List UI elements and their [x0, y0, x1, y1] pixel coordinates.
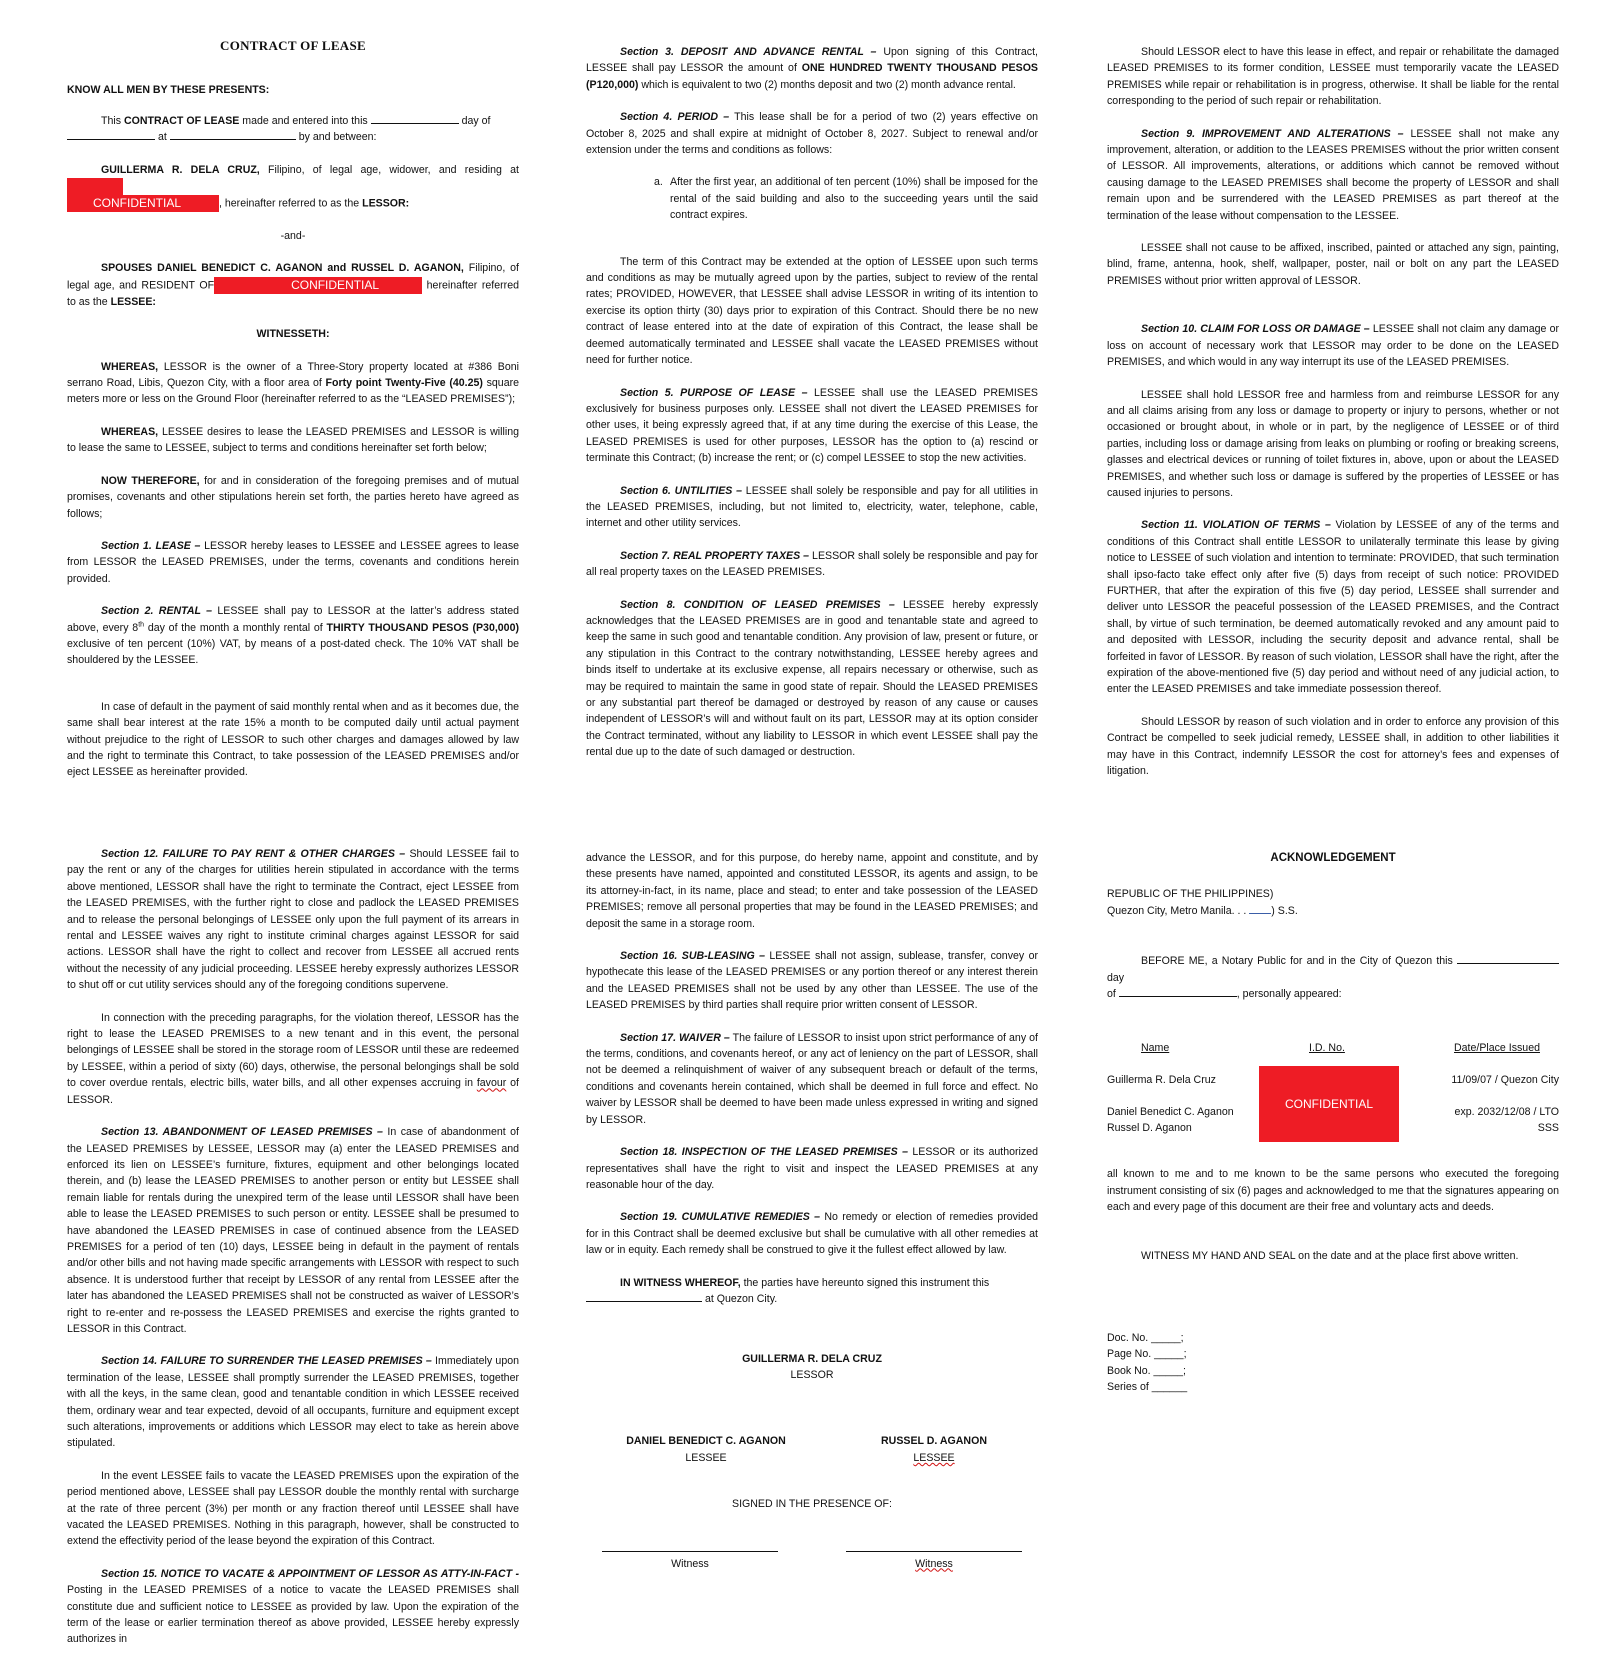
- witness-signature-row: [586, 1551, 1038, 1572]
- redaction-block: CONFIDENTIAL: [1259, 1066, 1399, 1142]
- lessee-1-signature-block: DANIEL BENEDICT C. AGANON LESSEE: [626, 1435, 786, 1464]
- person-2-date: exp. 2032/12/08 / LTO: [1454, 1106, 1559, 1119]
- section-15-notice: Section 15. NOTICE TO VACATE & APPOINTMENT OF LESSOR AS ATTY-IN-FACT - Posting in the LEASED PREMISES of a notice to vacate the LEASED PREMISES shall constitute due and sufficient notice to LESSEE as provided by law. Upon the expiration of the term of the lease or earlier termination thereof as above provided, LESSEE hereby expressly authorizes in: [67, 1567, 519, 1646]
- section-8-condition: Section 8. CONDITION OF LEASED PREMISES – LESSEE hereby expressly acknowledges that the LEASED PREMISES are in good and tenantable state and agreed to keep the same in such good and tenantable condition. Any provision of law, present or future, or any stipulation in this Contract to the contrary notwithstanding, LESSEE hereby agrees and binds itself to undertake at its exclusive expense, all repairs necessary or otherwise, such as may be required to maintain the same in good state of repair. Should the LEASED PREMISES or any substantial part thereof be damaged or destroyed by reason of any cause or causes independent of LESSOR’s will and without fault on its part, LESSOR may at its option consider the Contract terminated, without any liability to LESSOR in which event LESSEE shall pay the rental due up to the date of such damaged or destruction.: [586, 598, 1038, 759]
- section-4-period: Section 4. PERIOD – This lease shall be for a period of two (2) years effective on October 8, 2025 and shall expire at midnight of October 8, 2027. Subject to renewal and/or extension under the terms and conditions as follows:: [586, 111, 1038, 157]
- whereas-paragraph-1: WHEREAS, LESSOR is the owner of a Three-Story property located at #386 Boni serrano Road, Libis, Quezon City, with a floor area of Forty point Twenty-Five (40.25) square meters more or less on the Ground Floor (hereinafter referred to as the “LEASED PREMISES”);: [67, 360, 519, 406]
- section-6-utilities: Section 6. UNTILITIES – LESSEE shall solely be responsible and pay for all utilities in the LEASED PREMISES, including, but not limited to, electricity, water, telephone, cable, internet and other utility services.: [586, 484, 1038, 530]
- page-number: Page No. _____;: [1107, 1348, 1187, 1361]
- whereas-paragraph-2: WHEREAS, LESSEE desires to lease the LEASED PREMISES and LESSOR is willing to lease the same to LESSEE, subject to terms and conditions hereinafter set forth below;: [67, 425, 519, 455]
- venue-city: Quezon City, Metro Manila. . . ) S.S.: [1107, 904, 1298, 917]
- witness-1-line: Witness: [602, 1551, 778, 1572]
- known-persons-paragraph: all known to me and to me known to be the same persons who executed the foregoing instrument consisting of six (6) pages and acknowledged to me that the signatures appearing on each and every page of this document are their free and voluntary acts and deeds.: [1107, 1168, 1559, 1214]
- page-6: [1107, 850, 1559, 1396]
- section-1-lease: Section 1. LEASE – LESSOR hereby leases to LESSEE and LESSEE agrees to lease from LESSOR the LEASED PREMISES, under the terms, covenants and conditions herein provided.: [67, 539, 519, 585]
- section-14-double-rental: In the event LESSEE fails to vacate the LEASED PREMISES upon the expiration of the period mentioned above, LESSEE shall pay LESSOR double the monthly rental with surcharge at the rate of three percent (3%) per month or any fraction thereof until LESSEE shall have vacated the LEASED PREMISES. Nothing in this paragraph, however, shall be constructed to extend the effectivity period of the lease beyond the expiration of this Contract.: [67, 1469, 519, 1548]
- lessee-2-signature-block: RUSSEL D. AGANON LESSEE: [881, 1435, 987, 1464]
- section-17-waiver: Section 17. WAIVER – The failure of LESSOR to insist upon strict performance of any of the terms, conditions, and covenants hereof, or any act of leniency on the part of LESSOR, shall not be deemed a relinquishment of waiver of any subsequent breach or default of the terms, conditions and covenants herein contained, which shall be deemed in full force and effect. No waiver by LESSOR shall be deemed to have been made unless expressed in writing and signed by LESSOR.: [586, 1031, 1038, 1126]
- redaction-block: [67, 178, 123, 195]
- page-2: [586, 44, 1038, 777]
- lessor-party-paragraph: GUILLERMA R. DELA CRUZ, Filipino, of legal age, widower, and residing at: [67, 162, 519, 195]
- redaction-block: CONFIDENTIAL: [67, 195, 219, 212]
- witnesseth-heading: WITNESSETH:: [256, 328, 330, 341]
- witness-hand-seal: WITNESS MY HAND AND SEAL on the date and at the place first above written.: [1141, 1249, 1519, 1262]
- col-header-date: Date/Place Issued: [1454, 1042, 1540, 1055]
- contract-title: CONTRACT OF LEASE: [220, 38, 366, 53]
- person-1-name: Guillerma R. Dela Cruz: [1107, 1074, 1216, 1087]
- lessor-signature-block: [586, 1351, 1038, 1383]
- col-header-name: Name: [1141, 1042, 1170, 1055]
- section-18-inspection: Section 18. INSPECTION OF THE LEASED PREMISES – LESSOR or its authorized representatives shall have the right to visit and inspect the LEASED PREMISES at any reasonable hour of the day.: [586, 1146, 1038, 1191]
- doc-number: Doc. No. _____;: [1107, 1332, 1184, 1345]
- section-4-extension-paragraph: The term of this Contract may be extended at the option of LESSEE upon such terms and conditions as may be mutually agreed upon by the parties, subject to review of the rental rates; PROVIDED, HOWEVER, that LESSEE shall advise LESSOR in writing of its intention to exercise its option thirty (30) days prior to expiration of this Contract. Should there be no new contract of lease entered into at the date of expiration of this Contract, the lease shall be deemed automatically terminated and LESSEE shall vacate the LEASED PREMISES without need for further notice.: [586, 255, 1038, 367]
- acknowledgement-title: ACKNOWLEDGEMENT: [1270, 852, 1396, 864]
- lessee-party-paragraph: SPOUSES DANIEL BENEDICT C. AGANON and RUSSEL D. AGANON, Filipino, of legal age, and RESIDENT OF CONFIDENTIAL hereinafter referred to as the LESSEE:: [67, 262, 519, 308]
- page-5: [586, 850, 1038, 1572]
- section-10-hold-harmless: LESSEE shall hold LESSOR free and harmless from and reimburse LESSOR for any and all claims arising from any loss or damage to property or injury to persons, whether or not occasioned or brought about, in whole or in part, by the negligence of LESSEE or of third parties, including loss or damage arising from leaks on plumbing or roofing or breaking screens, glasses and electrical devices or running of toilet fixtures in, above, upon or about the LEASED PREMISES, and whether such loss or damage is suffered by the properties of LESSEE or has caused injuries to persons.: [1107, 388, 1559, 499]
- section-4-item-a: a. After the first year, an additional of ten percent (10%) shall be imposed for the rental of the said building and also to the succeeding years until the said contract expires.: [654, 176, 1038, 222]
- section-13-abandonment: Section 13. ABANDONMENT OF LEASED PREMISES – In case of abandonment of the LEASED PREMISES by LESSEE, LESSOR may (a) enter the LEASED PREMISES and enforced its lien on LESSEE’s furniture, fixtures, equipment and other belongings located therein, and (b) lease the LEASED PREMISES to another person or entity but LESSEE shall remain liable for rentals during the unexpired term of the lease until LESSOR shall have been able to lease the LEASED PREMISES to such person or entity. LESSEE shall be presumed to have abandoned the LEASED PREMISES in case of continued absence from the LEASED PREMISES for a period of ten (10) days, LESSEE being in default in the payment of rentals and/or other bills and not having made specific arrangements with LESSOR with respect to such absence. It is understood further that receipt by LESSOR of any rental from LESSEE after the later has abandoned the LEASED PREMISES shall not be constructed as waiver of LESSOR’s right to re-enter and re-possess the LEASED PREMISES and exercise the rights granted to LESSOR in this Contract.: [67, 1126, 519, 1335]
- section-12-failure-to-pay: Section 12. FAILURE TO PAY RENT & OTHER CHARGES – Should LESSEE fail to pay the rent or any of the charges for utilities herein stipulated in accordance with the terms above mentioned, LESSOR shall have the right to terminate the Contract, eject LESSEE from the LEASED PREMISES, with the further right to close and padlock the LEASED PREMISES and to release the personal belongings of LESSEE only upon the full payment of its arrears in rental and LESSEE waives any right to institute criminal charges against LESSOR for said actions. LESSOR shall have the right to collect and recover from LESSEE all accrued rents without the necessity of any judicial proceeding. LESSEE hereby expressly authorizes LESSOR to shut off or cut utility services should any of the foregoing conditions supervene.: [67, 848, 519, 992]
- section-16-subleasing: Section 16. SUB-LEASING – LESSEE shall not assign, sublease, transfer, convey or hypothecate this lease of the LEASED PREMISES or any portion thereof or any interest therein and the LEASED PREMISES shall not be used by any other than LESSEE. The use of the LEASED PREMISES by third parties shall require prior written consent of LESSOR.: [586, 950, 1038, 1012]
- and-separator: -and-: [280, 230, 306, 243]
- section-14-surrender: Section 14. FAILURE TO SURRENDER THE LEASED PREMISES – Immediately upon termination of the lease, LESSEE shall promptly surrender the LEASED PREMISES, together with all the keys, in the same clean, good and tenantable condition in which LESSEE received them, ordinary wear and tear expected, devoid of all occupants, furniture and equipment except such alterations, improvements or additions which LESSOR may elect to take as herein above stipulated.: [67, 1355, 519, 1450]
- section-9-improvements: Section 9. IMPROVEMENT AND ALTERATIONS – LESSEE shall not make any improvement, alteration, or addition to the LEASES PREMISES without the prior written consent of LESSOR. All improvements, alterations, or additions which cannot be removed without causing damage to the LEASED PREMISES shall become the property of LESSOR and shall remain upon and be surrendered with the LEASED PREMISES as part thereof at the termination of the lease without compensation to the LESSEE.: [1107, 127, 1559, 222]
- in-witness-whereof: IN WITNESS WHEREOF, the parties have hereunto signed this instrument this at Quezon City.: [586, 1275, 1038, 1308]
- page-3: [1107, 44, 1559, 795]
- lessor-signature-role: LESSOR: [790, 1369, 834, 1382]
- page-1: [67, 34, 519, 797]
- before-me-paragraph: BEFORE ME, a Notary Public for and in the City of Quezon this day of , personally appeared:: [1107, 953, 1559, 1002]
- section-12-storage-paragraph: In connection with the preceding paragraphs, for the violation thereof, LESSOR has the right to lease the LEASED PREMISES to a new tenant and in this event, the personal belongings of LESSEE shall be stored in the storage room of LESSOR until these are redeemed by LESSEE, within a period of sixty (60) days, otherwise, the personal belongings shall be sold to cover overdue rentals, electric bills, water bills, and all other expenses accruing in favour of LESSOR.: [67, 1011, 519, 1106]
- section-2-rental: Section 2. RENTAL – LESSEE shall pay to LESSOR at the latter’s address stated above, every 8th day of the month a monthly rental of THIRTY THOUSAND PESOS (P30,000) exclusive of ten percent (10%) VAT, by means of a post-dated check. The 10% VAT shall be shouldered by the LESSEE.: [67, 605, 519, 667]
- page-4: [67, 846, 519, 1664]
- person-2-name: Daniel Benedict C. Aganon: [1107, 1106, 1234, 1119]
- section-7-taxes: Section 7. REAL PROPERTY TAXES – LESSOR shall solely be responsible and pay for all real property taxes on the LEASED PREMISES.: [586, 549, 1038, 579]
- book-number: Book No. _____;: [1107, 1364, 1186, 1377]
- signed-presence-label: SIGNED IN THE PRESENCE OF:: [732, 1498, 892, 1511]
- section-9-signs-paragraph: LESSEE shall not cause to be affixed, inscribed, painted or attached any sign, painting, blind, frame, antenna, hook, shelf, wallpaper, poster, nail or bolt on any part the LEASED PREMISES without prior written approval of LESSOR.: [1107, 242, 1559, 287]
- id-table: [1107, 1040, 1559, 1146]
- intro-paragraph: This CONTRACT OF LEASE made and entered into this day of at by and between:: [67, 113, 519, 146]
- section-11-violation: Section 11. VIOLATION OF TERMS – Violation by LESSEE of any of the terms and conditions of this Contract shall entitle LESSOR to unilaterally terminate this lease by giving notice to LESSEE of such violation and intention to terminate: PROVIDED, that such termination shall ipso-facto take effect only after five (5) days from receipt of such notice: PROVIDED FURTHER, that after the expiration of this five (5) day period, LESSEE shall surrender and deliver unto LESSOR the peaceful possession of the LEASED PREMISES, and the Contract shall, by virtue of such termination, be deemed automatically revoked and any amount paid to and deposited with LESSOR, including the security deposit and advance rental, shall be forfeited in favor of LESSOR. By reason of such violation, LESSOR shall have the right, after the expiration of the above-mentioned five (5) day period and without need of any judicial action, to enter the LEASED PREMISES and take immediate possession thereof.: [1107, 519, 1559, 696]
- series-number: Series of ______: [1107, 1381, 1188, 1394]
- now-therefore-paragraph: NOW THEREFORE, for and in consideration of the foregoing premises and of mutual promises, covenants and other stipulations herein set forth, the parties hereto have agreed as follows;: [67, 474, 519, 520]
- venue-republic: REPUBLIC OF THE PHILIPPINES): [1107, 888, 1274, 901]
- section-3-deposit: Section 3. DEPOSIT AND ADVANCE RENTAL – Upon signing of this Contract, LESSEE shall pay LESSOR the amount of ONE HUNDRED TWENTY THOUSAND PESOS (P120,000) which is equivalent to two (2) months deposit and two (2) month advance rental.: [586, 46, 1038, 91]
- section-2-default-paragraph: In case of default in the payment of said monthly rental when and as it becomes due, the same shall bear interest at the rate 15% a month to be computed daily until actual payment without prejudice to the right of LESSOR to such other charges and damages allowed by law and the right to terminate this Contract, to take possession of the LEASED PREMISES and/or eject LESSEE as hereinafter provided.: [67, 700, 519, 779]
- person-1-date: 11/09/07 / Quezon City: [1451, 1074, 1559, 1087]
- lessee-signature-row: [586, 1433, 1038, 1466]
- section-10-claim: Section 10. CLAIM FOR LOSS OR DAMAGE – LESSEE shall not claim any damage or loss on account of necessary work that LESSOR may order to be done on the LEASED PREMISES, and which would in any way interrupt its use of the LEASED PREMISES.: [1107, 323, 1559, 369]
- person-3-date: SSS: [1537, 1122, 1559, 1135]
- section-11-judicial-paragraph: Should LESSOR by reason of such violation and in order to enforce any provision of this Contract be compelled to seek judicial remedy, LESSEE shall, in addition to other liabilities it may have in this Contract, indemnify LESSOR the cost for attorney’s fees and expenses of litigation.: [1107, 715, 1559, 778]
- lessor-signature-name: GUILLERMA R. DELA CRUZ: [742, 1353, 882, 1366]
- section-15-continuation: advance the LESSOR, and for this purpose, do hereby name, appoint and constitute, and by these presents have named, appointed and constituted LESSOR, its agents and assign, to be its attorney-in-fact, in its name, place and stead; to enter and take possession of the LEASED PREMISES; remove all personal properties that may be found in the LEASED PREMISES; and deposit the same in a storage room.: [586, 852, 1038, 930]
- repair-paragraph: Should LESSOR elect to have this lease in effect, and repair or rehabilitate the damaged LEASED PREMISES to its former condition, LESSEE must temporarily vacate the LEASED PREMISES while repair or rehabilitation is in progress, otherwise. It shall be liable for the rental corresponding to the period of such repair or rehabilitation.: [1107, 46, 1559, 108]
- redaction-block: CONFIDENTIAL: [214, 277, 422, 294]
- know-all-heading: KNOW ALL MEN BY THESE PRESENTS:: [67, 84, 270, 97]
- lessor-party-line2: CONFIDENTIAL , hereinafter referred to as the LESSOR:: [67, 195, 519, 212]
- person-3-name: Russel D. Aganon: [1107, 1122, 1192, 1135]
- section-19-remedies: Section 19. CUMULATIVE REMEDIES – No remedy or election of remedies provided for in this Contract shall be deemed exclusive but shall be cumulative with all other remedies at law or in equity. Each remedy shall be construed to give it the fullest effect allowed by law.: [586, 1211, 1038, 1257]
- col-header-id: I.D. No.: [1309, 1042, 1345, 1055]
- witness-2-line: Witness: [846, 1551, 1022, 1572]
- section-5-purpose: Section 5. PURPOSE OF LEASE – LESSEE shall use the LEASED PREMISES exclusively for business purposes only. LESSEE shall not divert the LEASED PREMISES for other uses, it being expressly agreed that, if at any time during the exercise of this Lease, the LEASED PREMISES is used for other purposes, LESSOR has the option to (a) rescind or terminate this Contract; (b) increase the rent; or (c) compel LESSEE to stop the new activities.: [586, 386, 1038, 465]
